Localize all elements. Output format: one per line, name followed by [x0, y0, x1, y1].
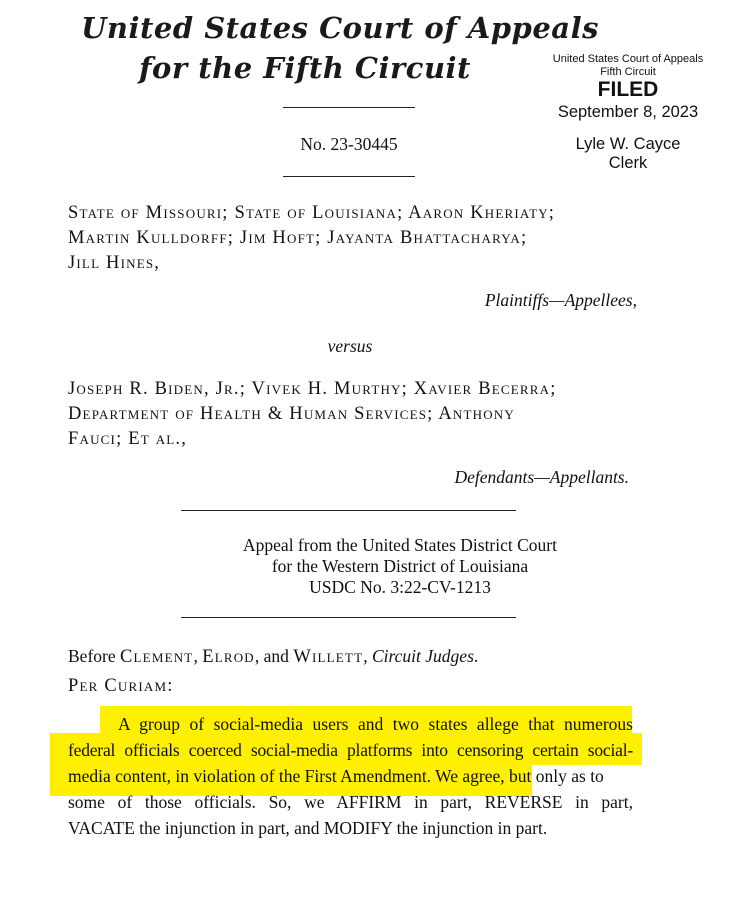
appeal-line3: USDC No. 3:22-CV-1213: [309, 577, 491, 597]
case-number: No. 23-30445: [300, 134, 398, 154]
appeal-divider-top: [181, 510, 516, 511]
stamp-court-line2: Fifth Circuit: [600, 66, 656, 78]
plaintiffs-line2: Martin Kulldorff; Jim Hoft; Jayanta Bhattacharya;: [68, 228, 528, 248]
opinion-line1: A group of social-media users and two states allege that numerous: [118, 714, 633, 734]
defendants-line3: Fauci; Et al.,: [68, 429, 188, 449]
opinion-line5: VACATE the injunction in part, and MODIFY the injunction in part.: [68, 818, 548, 838]
court-title-line1: United States Court of Appeals: [81, 11, 599, 45]
panel-sep1: ,: [193, 646, 198, 666]
panel-end: .: [473, 646, 479, 666]
judge-elrod: Elrod: [202, 647, 255, 667]
stamp-court-line1: United States Court of Appeals: [552, 53, 704, 65]
appeal-line2: for the Western District of Louisiana: [271, 556, 529, 576]
appeal-divider-bottom: [181, 617, 516, 618]
appeal-line1: Appeal from the United States District Court: [243, 535, 557, 555]
divider-bottom: [283, 176, 415, 177]
judges-title: Circuit Judges: [371, 646, 474, 666]
opinion-line3: [68, 763, 633, 789]
filed-date: September 8, 2023: [557, 103, 699, 121]
defendants-line2: Department of Health & Human Services; Anthony: [68, 404, 515, 424]
plaintiffs-line1: State of Missouri; State of Louisiana; Aaron Kheriaty;: [68, 203, 556, 223]
filed-status: FILED: [597, 78, 659, 101]
judge-willett: Willett: [293, 647, 364, 667]
plaintiffs-role: Plaintiffs—Appellees,: [484, 290, 637, 310]
versus-label: versus: [327, 336, 373, 356]
opinion-line3-rest: but only as to: [504, 766, 604, 786]
panel-before: Before: [68, 646, 116, 666]
panel-sep3: ,: [363, 646, 368, 666]
clerk-name: Lyle W. Cayce: [575, 135, 681, 153]
opinion-line2: federal officials coerced social-media platforms into censoring certain social-: [68, 740, 633, 760]
panel-sep2: , and: [254, 646, 289, 666]
plaintiffs-line3: Jill Hines,: [68, 253, 161, 273]
court-title-line2: for the Fifth Circuit: [139, 51, 471, 85]
defendants-line1: Joseph R. Biden, Jr.; Vivek H. Murthy; Xavier Becerra;: [68, 379, 557, 399]
opinion-line4: some of those officials. So, we AFFIRM in part, REVERSE in part,: [68, 792, 633, 812]
opinion-line3-highlighted: media content, in violation of the First Amendment. We agree,: [68, 766, 505, 786]
judge-clement: Clement: [120, 647, 194, 667]
panel-line: [68, 646, 478, 668]
divider-top: [283, 107, 415, 108]
per-curiam: Per Curiam:: [68, 676, 174, 696]
clerk-title: Clerk: [608, 154, 648, 172]
defendants-role: Defendants—Appellants.: [454, 467, 629, 487]
